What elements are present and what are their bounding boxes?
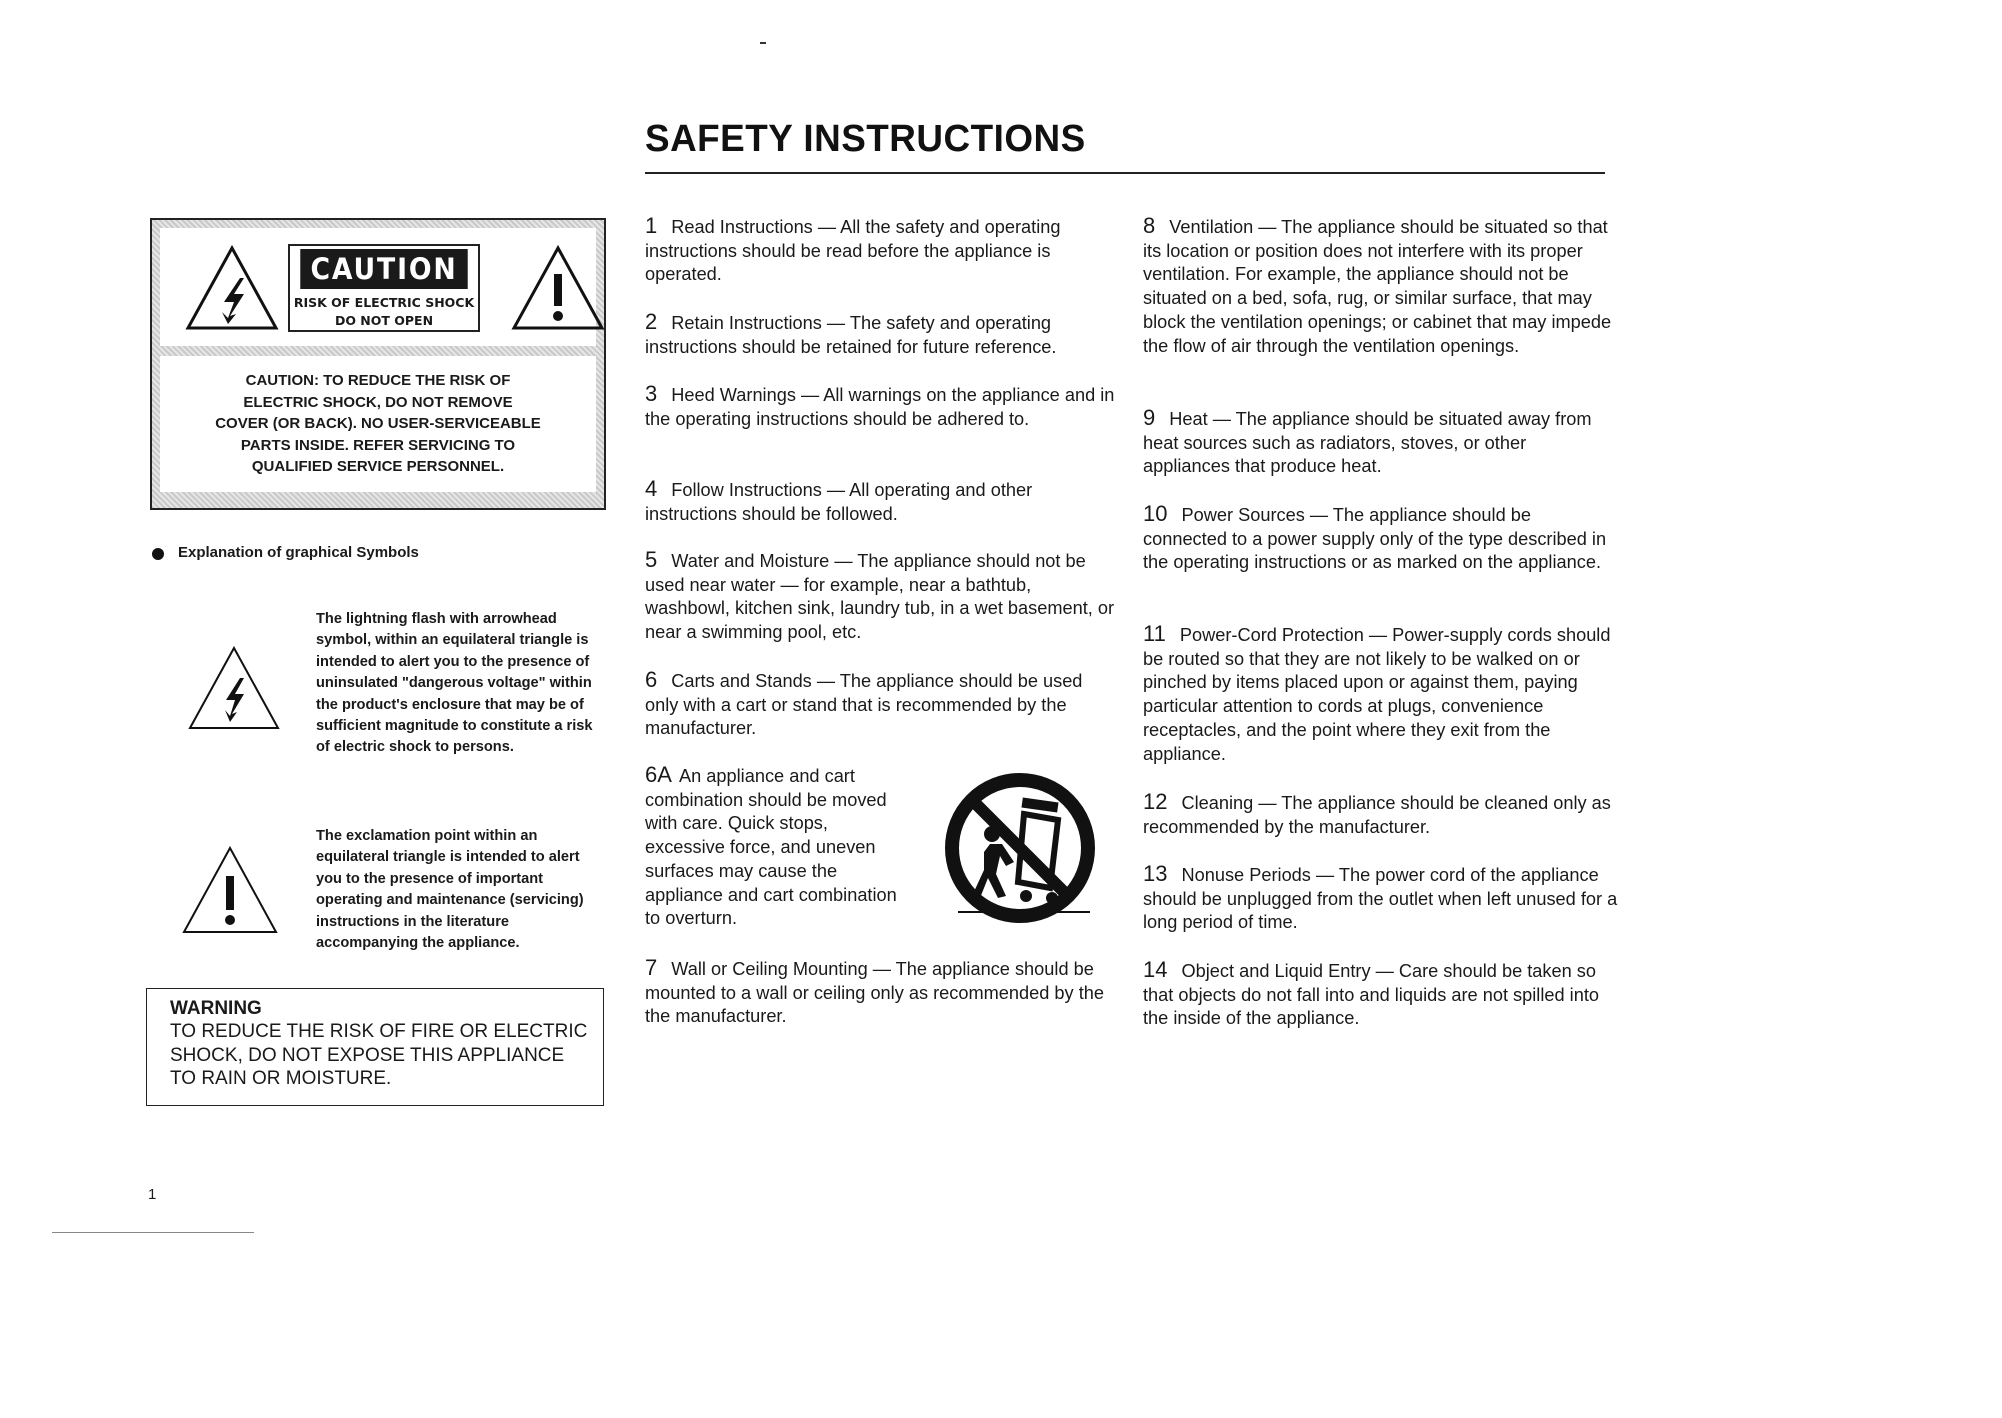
caution-line: COVER (OR BACK). NO USER-SERVICEABLE (215, 415, 541, 433)
exclamation-triangle-icon (180, 844, 280, 936)
item-text: Retain Instructions — The safety and operating instructions should be retained for future reference. (645, 313, 1057, 357)
caution-subtitle (290, 294, 478, 330)
lightning-symbol-description: The lightning flash with arrowhead symbol, within an equilateral triangle is intended to alert you to the presence of uninsulated "dangerous voltage" within the product's enclosure that may be of sufficient magnitude to constitute a risk of electric shock to persons. (316, 611, 593, 756)
item-number: 10 (1143, 501, 1168, 526)
item-number: 7 (645, 955, 658, 980)
exclamation-symbol-description: The exclamation point within an equilateral triangle is intended to alert you to the presence of important operating and maintenance (servicing) instructions in the literature accompanying the appliance. (316, 828, 584, 952)
instruction-item (1143, 622, 1618, 766)
caution-panel (150, 218, 606, 510)
item-number: 11 (1143, 621, 1166, 646)
instruction-item (645, 763, 905, 931)
instruction-item (645, 668, 1120, 741)
lightning-triangle-icon (184, 244, 280, 332)
explanation-heading: Explanation of graphical Symbols (178, 544, 419, 561)
item-number: 14 (1143, 957, 1168, 982)
item-text: Follow Instructions — All operating and other instructions should be followed. (645, 480, 1033, 524)
item-number: 12 (1143, 789, 1168, 814)
item-text: Power Sources — The appliance should be connected to a power supply only of the type described in the operating instructions or as marked on the appliance. (1143, 505, 1607, 573)
caution-line: QUALIFIED SERVICE PERSONNEL. (251, 458, 505, 476)
instruction-item (1143, 862, 1618, 935)
item-number: 2 (645, 309, 658, 334)
item-text: Cleaning — The appliance should be cleaned only as recommended by the manufacturer. (1143, 793, 1611, 837)
item-text: Wall or Ceiling Mounting — The appliance should be mounted to a wall or ceiling only as recommended by the the manufacturer. (645, 959, 1104, 1027)
caution-sub-line: RISK OF ELECTRIC SHOCK (293, 295, 475, 310)
instruction-item (645, 382, 1120, 431)
item-text: Heed Warnings — All warnings on the appliance and in the operating instructions should be adhered to. (645, 385, 1115, 429)
instruction-item (1143, 214, 1618, 358)
scan-mark (760, 42, 766, 44)
caution-line: CAUTION: TO REDUCE THE RISK OF (245, 372, 511, 390)
item-text: Nonuse Periods — The power cord of the appliance should be unplugged from the outlet when left unused for a long period of time. (1143, 865, 1618, 933)
caution-word: CAUTION (300, 249, 467, 289)
warning-heading: WARNING (170, 998, 262, 1019)
lightning-triangle-icon (186, 644, 282, 732)
item-number: 3 (645, 381, 658, 406)
item-number: 13 (1143, 861, 1168, 886)
item-text: Carts and Stands — The appliance should be used only with a cart or stand that is recommended by the manufacturer. (645, 671, 1083, 739)
item-text: An appliance and cart combination should be moved with care. Quick stops, excessive force, and uneven surfaces may cause the appliance and cart combination to overturn. (645, 766, 897, 929)
caution-line: PARTS INSIDE. REFER SERVICING TO (240, 436, 516, 454)
item-number: 4 (645, 476, 658, 501)
page-title: SAFETY INSTRUCTIONS (645, 118, 1086, 160)
caution-sub-line: DO NOT OPEN (334, 313, 434, 328)
item-text: Read Instructions — All the safety and operating instructions should be read before the appliance is operated. (645, 217, 1061, 285)
cart-tip-over-icon (940, 770, 1100, 930)
item-text: Power-Cord Protection — Power-supply cords should be routed so that they are not likely to be walked on or pinched by items placed upon or against them, paying particular attention to cords at plugs, convenience receptacles, and the point where they exit from the appliance. (1143, 625, 1611, 764)
instruction-item (1143, 406, 1618, 479)
caution-line: ELECTRIC SHOCK, DO NOT REMOVE (243, 393, 513, 411)
warning-box (146, 988, 604, 1106)
instruction-item (645, 310, 1120, 359)
item-number: 6 (645, 667, 658, 692)
bullet-icon (152, 548, 164, 560)
item-number: 8 (1143, 213, 1156, 238)
item-text: Heat — The appliance should be situated away from heat sources such as radiators, stoves, or other appliances that produce heat. (1143, 409, 1592, 477)
warning-text: TO REDUCE THE RISK OF FIRE OR ELECTRIC SHOCK, DO NOT EXPOSE THIS APPLIANCE TO RAIN OR MOISTURE. (170, 1021, 588, 1089)
item-number: 5 (645, 547, 658, 572)
exclamation-triangle-icon (510, 244, 606, 332)
instruction-item (645, 214, 1120, 287)
item-text: Object and Liquid Entry — Care should be taken so that objects do not fall into and liquids are not spilled into the inside of the appliance. (1143, 961, 1599, 1029)
instruction-item (645, 548, 1120, 645)
caution-label (288, 244, 480, 332)
item-text: Water and Moisture — The appliance should not be used near water — for example, near a bathtub, washbowl, kitchen sink, laundry tub, in a wet basement, or near a swimming pool, etc. (645, 551, 1115, 643)
caution-top-panel (160, 228, 596, 346)
title-rule (645, 172, 1605, 174)
instruction-item (1143, 790, 1618, 839)
page-number: 1 (148, 1186, 157, 1203)
item-number: 6A (645, 762, 672, 787)
caution-message (160, 356, 596, 492)
item-text: Ventilation — The appliance should be situated so that its location or position does not interfere with its proper ventilation. For example, the appliance should not be situated on a bed, sofa, rug, or similar surface, that may block the ventilation openings; or cabinet that may impede the flow of air through the ventilation openings. (1143, 217, 1612, 356)
item-number: 1 (645, 213, 658, 238)
item-number: 9 (1143, 405, 1156, 430)
instruction-item (1143, 502, 1618, 575)
footer-rule (52, 1232, 254, 1233)
instruction-item (1143, 958, 1618, 1031)
instruction-item (645, 477, 1120, 526)
instruction-item (645, 956, 1120, 1029)
